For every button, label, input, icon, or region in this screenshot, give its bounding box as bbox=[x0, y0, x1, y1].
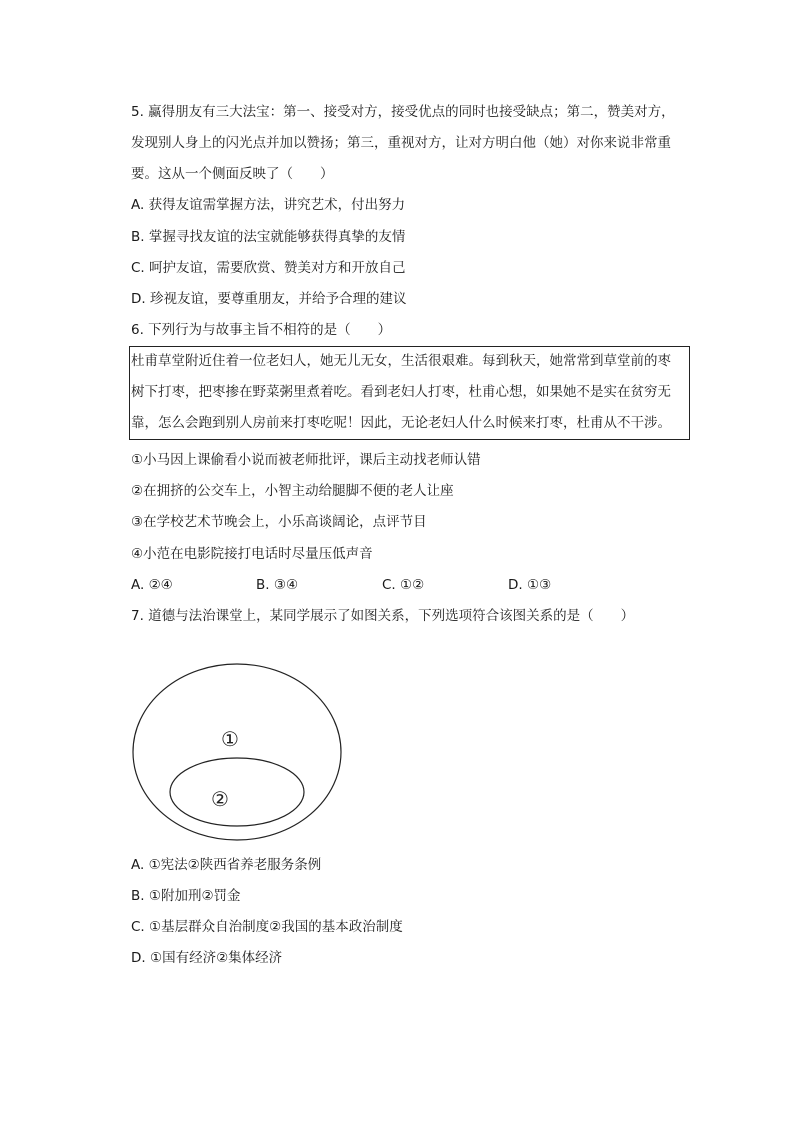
q7-option-d: D. ①国有经济②集体经济 bbox=[131, 950, 283, 966]
inner-label: ② bbox=[211, 787, 229, 811]
q6-option-a: A. ②④ bbox=[131, 577, 173, 593]
q5-stem-line-1: 5. 赢得朋友有三大法宝：第一、接受对方，接受优点的同时也接受缺点；第二，赞美对方， bbox=[131, 104, 675, 120]
q6-item-1: ①小马因上课偷看小说而被老师批评，课后主动找老师认错 bbox=[131, 452, 481, 468]
q6-stem: 6. 下列行为与故事主旨不相符的是（ ） bbox=[131, 322, 392, 338]
q6-story-line-1: 杜甫草堂附近住着一位老妇人，她无儿无女，生活很艰难。每到秋天，她常常到草堂前的枣 bbox=[131, 353, 671, 369]
q6-option-c: C. ①② bbox=[382, 577, 425, 593]
q6-story-box bbox=[129, 346, 690, 440]
q6-story-line-2: 树下打枣，把枣掺在野菜粥里煮着吃。看到老妇人打枣，杜甫心想，如果她不是实在贫穷无 bbox=[131, 384, 671, 400]
q6-item-4: ④小范在电影院接打电话时尽量压低声音 bbox=[131, 546, 373, 562]
venn-diagram bbox=[128, 660, 348, 846]
q6-option-d: D. ①③ bbox=[508, 577, 552, 593]
q5-option-c: C. 呵护友谊，需要欣赏、赞美对方和开放自己 bbox=[131, 260, 406, 276]
q5-option-b: B. 掌握寻找友谊的法宝就能够获得真挚的友情 bbox=[131, 229, 406, 245]
outer-label: ① bbox=[221, 727, 239, 751]
outer-ellipse bbox=[133, 664, 341, 840]
q6-story-line-3: 靠，怎么会跑到别人房前来打枣吃呢！因此，无论老妇人什么时候来打枣，杜甫从不干涉。 bbox=[131, 415, 671, 431]
inner-ellipse bbox=[170, 758, 304, 826]
q7-option-c: C. ①基层群众自治制度②我国的基本政治制度 bbox=[131, 919, 403, 935]
q5-stem-line-2: 发现别人身上的闪光点并加以赞扬；第三，重视对方，让对方明白他（她）对你来说非常重 bbox=[131, 135, 671, 151]
q6-item-3: ③在学校艺术节晚会上，小乐高谈阔论，点评节目 bbox=[131, 514, 427, 530]
q5-option-a: A. 获得友谊需掌握方法，讲究艺术，付出努力 bbox=[131, 197, 406, 213]
q7-stem: 7. 道德与法治课堂上，某同学展示了如图关系，下列选项符合该图关系的是（ ） bbox=[131, 608, 635, 624]
q5-stem-line-3: 要。这从一个侧面反映了（ ） bbox=[131, 166, 334, 182]
q5-option-d: D. 珍视友谊，要尊重朋友，并给予合理的建议 bbox=[131, 291, 407, 307]
q6-option-b: B. ③④ bbox=[256, 577, 299, 593]
q6-item-2: ②在拥挤的公交车上，小智主动给腿脚不便的老人让座 bbox=[131, 483, 454, 499]
q7-option-a: A. ①宪法②陕西省养老服务条例 bbox=[131, 857, 322, 873]
q7-option-b: B. ①附加刑②罚金 bbox=[131, 888, 241, 904]
